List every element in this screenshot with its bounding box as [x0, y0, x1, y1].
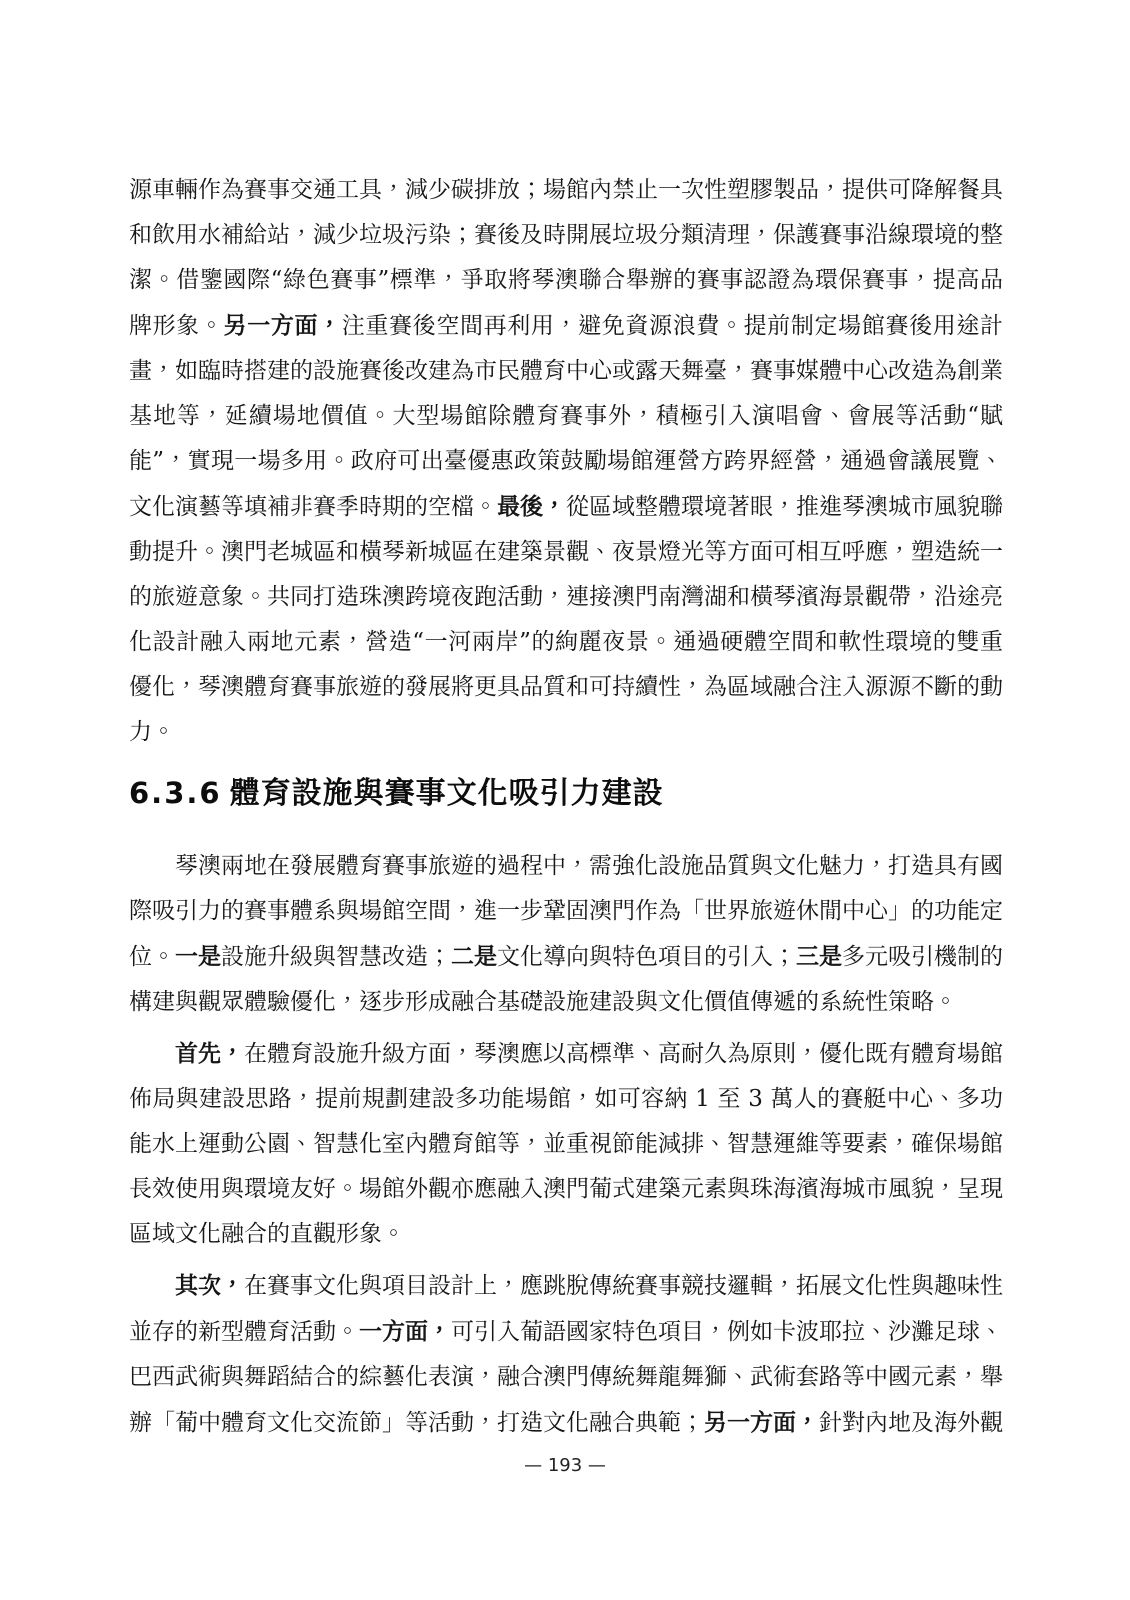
text-run: 從區域整體環境著眼，推進琴澳城市風貌聯動提升。澳門老城區和橫琴新城區在建築景觀、夜景燈光等方面可相互呼應，塑造統一的旅遊意象。共同打造珠澳跨境夜跑活動，連接澳門南灣湖和橫琴濱海景觀帶，沿途亮化設計融入兩地元素，營造“一河兩岸”的絢麗夜景。通過硬體空間和軟性環境的雙重優化，琴澳體育賽事旅遊的發展將更具品質和可持續性，為區域融合注入源源不斷的動力。 — [129, 494, 1003, 745]
paragraph-first-point — [129, 1031, 1003, 1257]
text-run: 源車輛作為賽事交通工具，減少碳排放；場館內禁止一次性塑膠製品，提供可降解餐具和飲用水補給站，減少垃圾污染；賽後及時開展垃圾分類清理，保護賽事沿線環境的整潔。借鑒國際“綠色賽事”標準，爭取將琴澳聯合舉辦的賽事認證為環保賽事，提高品牌形象。 — [129, 177, 1003, 339]
paragraph-overview — [129, 844, 1003, 1025]
bold-text-run: 一是 — [175, 943, 221, 970]
paragraph-second-point — [129, 1263, 1003, 1446]
paragraph-continuation — [129, 168, 1003, 755]
bold-text-run: 二是 — [451, 943, 497, 970]
bold-text-run: 一方面， — [359, 1318, 451, 1345]
section-title: 體育設施與賽事文化吸引力建設 — [229, 776, 664, 811]
bold-text-run: 三是 — [796, 943, 842, 970]
text-run: 在體育設施升級方面，琴澳應以高標準、高耐久為原則，優化既有體育場館佈局與建設思路，提前規劃建設多功能場館，如可容納 1 至 3 萬人的賽艇中心、多功能水上運動公園、智慧化室內體育館等，並重視節能減排、智慧運維等要素，確保場館長效使用與環境友好。場館外觀亦應融入澳門葡式建築元素與珠海濱海城市風貌，呈現區域文化融合的直觀形象。 — [129, 1041, 1003, 1247]
text-run: 文化導向與特色項目的引入； — [497, 944, 796, 970]
section-number: 6.3.6 — [129, 776, 222, 810]
bold-text-run: 另一方面， — [704, 1409, 819, 1436]
text-run: 琴澳兩地在發展體育賽事旅遊的過程中，需強化設施品質與文化魅力，打造具有國際吸引力的賽事體系與場館空間，進一步鞏固澳門作為「世界旅遊休閒中心」的功能定位。 — [129, 853, 1003, 970]
text-run: 注重賽後空間再利用，避免資源浪費。提前制定場館賽後用途計畫，如臨時搭建的設施賽後改建為市民體育中心或露天舞臺，賽事媒體中心改造為創業基地等，延續場地價值。大型場館除體育賽事外，積極引入演唱會、會展等活動“賦能”，實現一場多用。政府可出臺優惠政策鼓勵場館運營方跨界經營，通過會議展覽、文化演藝等填補非賽季時期的空檔。 — [129, 313, 1004, 520]
text-run: 多元吸引機制的構建與觀眾體驗優化，逐步形成融合基礎設施建設與文化價值傳遞的系統性策略。 — [129, 944, 1003, 1015]
text-run: 在賽事文化與項目設計上，應跳脫傳統賽事競技邏輯，拓展文化性與趣味性並存的新型體育活動。 — [129, 1273, 1003, 1345]
text-run: 可引入葡語國家特色項目，例如卡波耶拉、沙灘足球、巴西武術與舞蹈結合的綜藝化表演，融合澳門傳統舞龍舞獅、武術套路等中國元素，舉辦「葡中體育文化交流節」等活動，打造文化融合典範； — [129, 1319, 1003, 1436]
bold-text-run: 首先， — [175, 1040, 244, 1067]
page-number: — 193 — — [524, 1455, 606, 1476]
text-run: 設施升級與智慧改造； — [221, 944, 451, 970]
bold-text-run: 最後， — [497, 493, 566, 520]
bold-text-run: 其次， — [175, 1272, 244, 1299]
document-content — [129, 168, 1003, 1446]
bold-text-run: 另一方面， — [223, 312, 342, 339]
text-run: 針對內地及海外觀 — [819, 1410, 1003, 1436]
section-heading — [129, 769, 1003, 818]
